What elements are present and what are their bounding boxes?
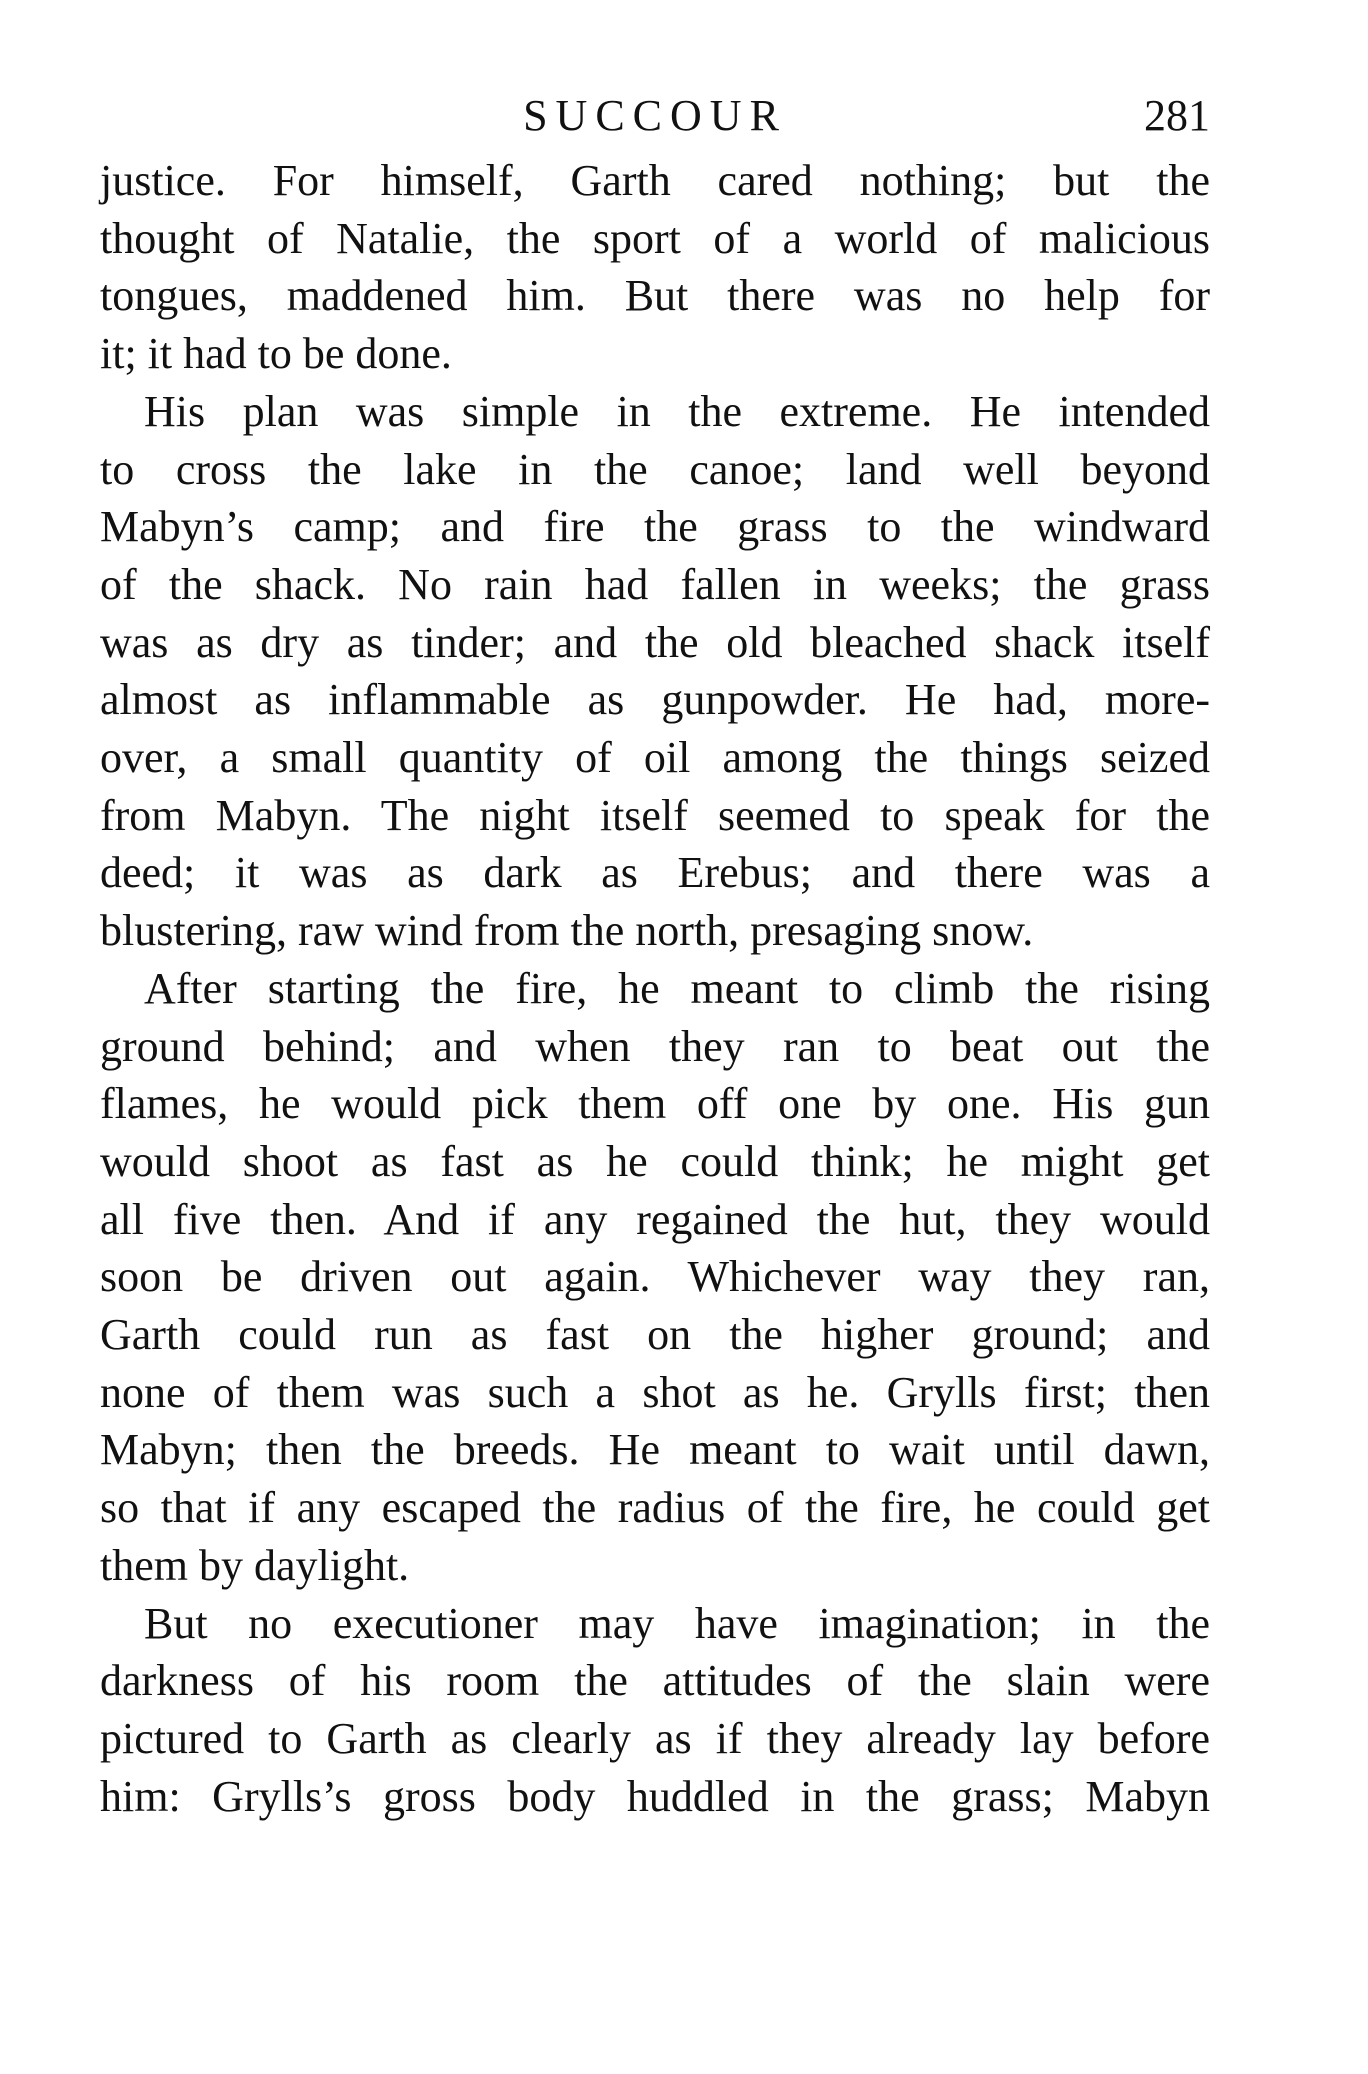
body-text: [100, 152, 1210, 1825]
text-line: almost as inflammable as gunpowder. He had, more-: [100, 675, 1210, 725]
text-line: Mabyn; then the breeds. He meant to wait until dawn,: [100, 1425, 1210, 1475]
text-line: from Mabyn. The night itself seemed to speak for the: [100, 790, 1210, 840]
text-line: it; it had to be done.: [100, 329, 452, 379]
text-line: justice. For himself, Garth cared nothing; but the: [100, 156, 1210, 205]
running-head: [100, 80, 1210, 152]
text-line: tongues, maddened him. But there was no help for: [100, 271, 1210, 321]
text-line: His plan was simple in the extreme. He intended: [144, 386, 1210, 436]
text-line: Garth could run as fast on the higher ground; and: [100, 1310, 1210, 1360]
text-line: none of them was such a shot as he. Grylls first; then: [100, 1367, 1210, 1417]
paragraph: [100, 960, 1210, 1595]
text-line: flames, he would pick them off one by one. His gun: [100, 1079, 1210, 1129]
text-line: was as dry as tinder; and the old bleached shack itself: [100, 617, 1210, 667]
text-line: darkness of his room the attitudes of the slain were: [100, 1656, 1210, 1706]
text-line: him: Grylls’s gross body huddled in the grass; Mabyn: [100, 1771, 1210, 1821]
book-page: [100, 80, 1210, 1825]
page-number: 281: [1144, 91, 1210, 140]
text-line: deed; it was as dark as Erebus; and there was a: [100, 848, 1210, 898]
text-line: would shoot as fast as he could think; he might get: [100, 1136, 1210, 1186]
text-line: of the shack. No rain had fallen in weeks; the grass: [100, 559, 1210, 609]
text-line: thought of Natalie, the sport of a world of malicious: [100, 213, 1210, 263]
text-line: so that if any escaped the radius of the fire, he could get: [100, 1483, 1210, 1533]
text-line: blustering, raw wind from the north, presaging snow.: [100, 906, 1034, 956]
text-line: Mabyn’s camp; and fire the grass to the windward: [100, 502, 1210, 552]
text-line: ground behind; and when they ran to beat out the: [100, 1021, 1210, 1071]
paragraph: [100, 1595, 1210, 1826]
paragraph: [100, 152, 1210, 383]
paragraph: [100, 383, 1210, 960]
text-line: them by daylight.: [100, 1540, 410, 1590]
text-line: But no executioner may have imagination; in the: [144, 1598, 1210, 1648]
text-line: pictured to Garth as clearly as if they already lay before: [100, 1713, 1210, 1763]
text-line: all five then. And if any regained the hut, they would: [100, 1194, 1210, 1244]
text-line: soon be driven out again. Whichever way they ran,: [100, 1252, 1210, 1302]
text-line: to cross the lake in the canoe; land well beyond: [100, 444, 1210, 494]
text-line: over, a small quantity of oil among the things seized: [100, 733, 1210, 783]
running-title: SUCCOUR: [523, 91, 787, 140]
text-line: After starting the fire, he meant to climb the rising: [144, 963, 1210, 1013]
